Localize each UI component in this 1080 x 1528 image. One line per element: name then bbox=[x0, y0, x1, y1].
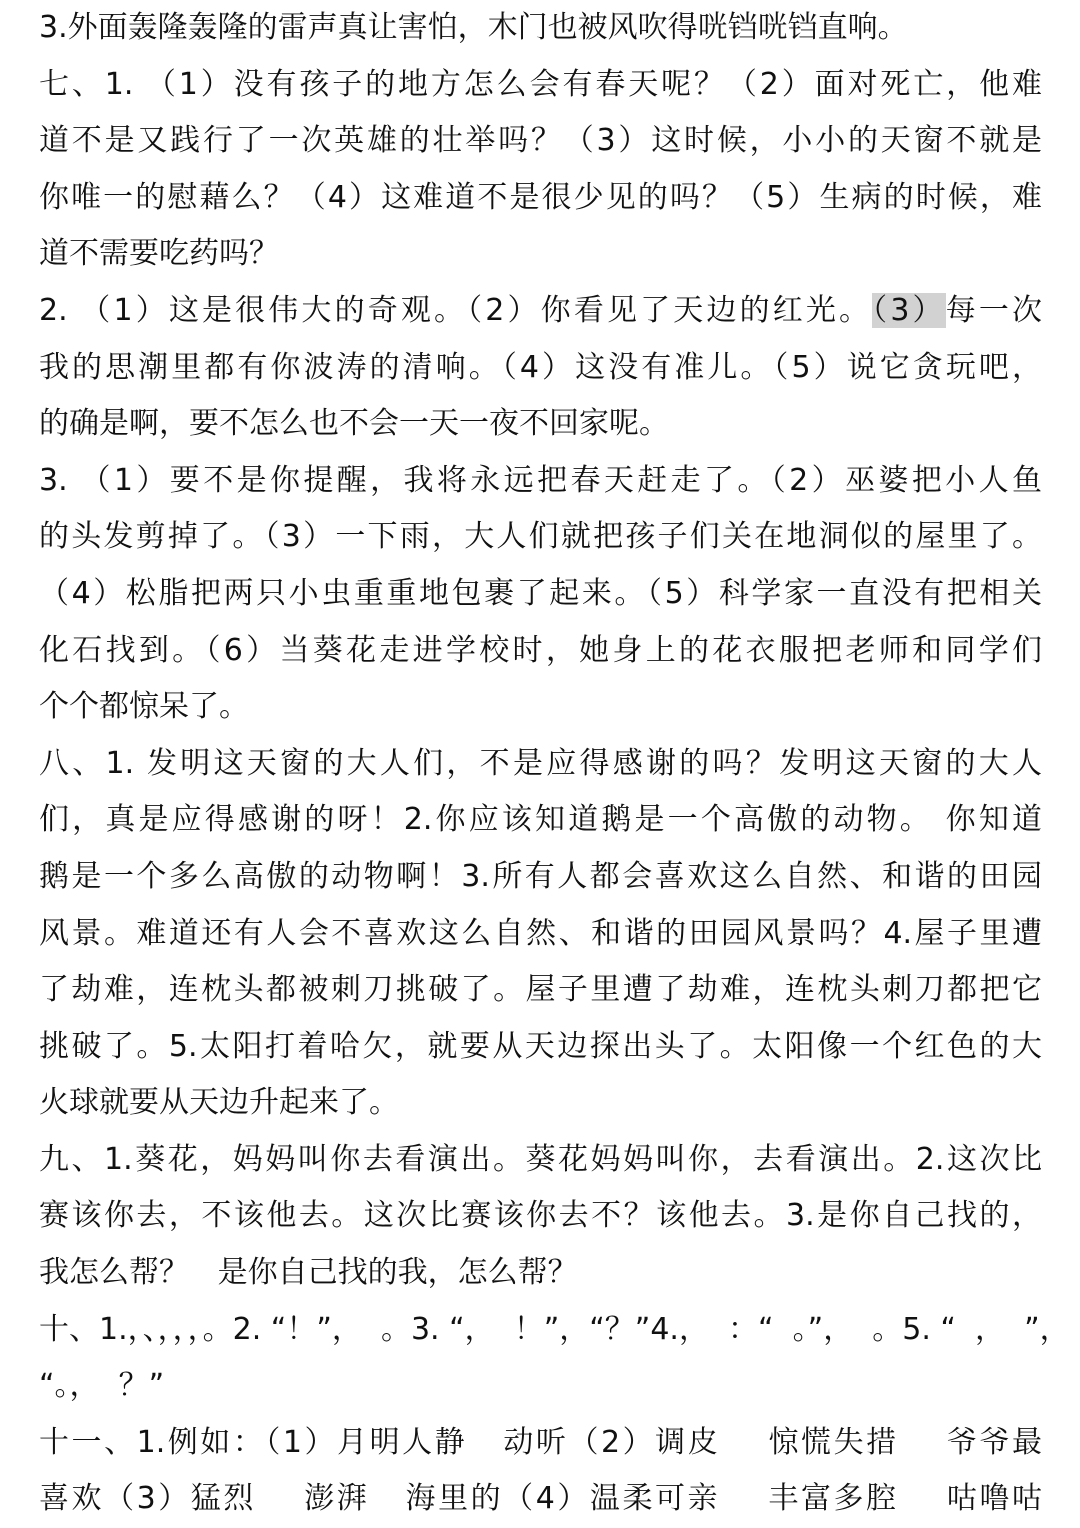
text-line: 八、1. 发明这天窗的大人们，不是应得感谢的吗？发明这天窗的大人 bbox=[39, 745, 1042, 781]
text-line: 赛该你去，不该他去。这次比赛该你去不？该他去。3.是你自己找的， bbox=[39, 1198, 1042, 1234]
text-line: （4）松脂把两只小虫重重地包裹了起来。（5）科学家一直没有把相关 bbox=[39, 575, 1042, 611]
text-line: 的头发剪掉了。（3）一下雨，大人们就把孩子们关在地洞似的屋里了。 bbox=[39, 519, 1042, 555]
text-line: 们，真是应得感谢的呀！2.你应该知道鹅是一个高傲的动物。 你知道 bbox=[39, 802, 1042, 838]
text-line: 挑破了。5.太阳打着哈欠，就要从天边探出头了。太阳像一个红色的大 bbox=[39, 1028, 1042, 1064]
text-line: 七、1. （1）没有孩子的地方怎么会有春天呢？（2）面对死亡，他难 bbox=[39, 66, 1042, 102]
text-line: 火球就要从天边升起来了。 bbox=[39, 1085, 399, 1121]
text-segment: 每一次 bbox=[945, 292, 1042, 328]
text-line: 我的思潮里都有你波涛的清响。（4）这没有准儿。（5）说它贪玩吧， bbox=[39, 349, 1042, 385]
text-line: 鹅是一个多么高傲的动物啊！3.所有人都会喜欢这么自然、和谐的田园 bbox=[39, 858, 1042, 894]
text-line: 我怎么帮？ 是你自己找的我，怎么帮？ bbox=[39, 1255, 578, 1291]
text-line: 3. （1）要不是你提醒，我将永远把春天赶走了。（2）巫婆把小人鱼 bbox=[39, 462, 1042, 498]
text-line: 风景。难道还有人会不喜欢这么自然、和谐的田园风景吗？4.屋子里遭 bbox=[39, 915, 1042, 951]
text-line: 喜欢（3）猛烈 澎湃 海里的（4）温柔可亲 丰富多腔 咕噜咕 bbox=[39, 1481, 1042, 1517]
text-line: 3.外面轰隆轰隆的雷声真让害怕，木门也被风吹得咣铛咣铛直响。 bbox=[39, 10, 908, 45]
text-line: “。， ？” bbox=[39, 1368, 165, 1404]
text-line: 你唯一的慰藉么？（4）这难道不是很少见的吗？（5）生病的时候，难 bbox=[39, 179, 1042, 215]
text-line: 十、1.，、，，，。2. “！”， 。3. “， ！”，“？”4.， ：“ 。”， 。5. “ ， ”， bbox=[39, 1311, 1070, 1347]
text-line: 道不是又践行了一次英雄的壮举吗？（3）这时候，小小的天窗不就是 bbox=[39, 123, 1042, 159]
text-line: 十一、1.例如：（1）月明人静 动听（2）调皮 惊慌失措 爷爷最 bbox=[39, 1424, 1042, 1460]
text-line: 九、1.葵花，妈妈叫你去看演出。葵花妈妈叫你，去看演出。2.这次比 bbox=[39, 1141, 1042, 1177]
highlighted-selection[interactable]: （3） bbox=[872, 292, 946, 328]
text-line: 个个都惊呆了。 bbox=[39, 689, 249, 725]
text-line: 化石找到。（6）当葵花走进学校时，她身上的花衣服把老师和同学们 bbox=[39, 632, 1042, 668]
text-line: 道不需要吃药吗？ bbox=[39, 236, 279, 272]
text-segment: 2. （1）这是很伟大的奇观。（2）你看见了天边的红光。 bbox=[39, 292, 873, 328]
text-line: 的确是啊，要不怎么也不会一天一夜不回家呢。 bbox=[39, 406, 669, 442]
document-page bbox=[39, 0, 1070, 1528]
text-line-with-highlight bbox=[39, 283, 1042, 340]
text-line: 了劫难，连枕头都被刺刀挑破了。屋子里遭了劫难，连枕头刺刀都把它 bbox=[39, 972, 1042, 1008]
